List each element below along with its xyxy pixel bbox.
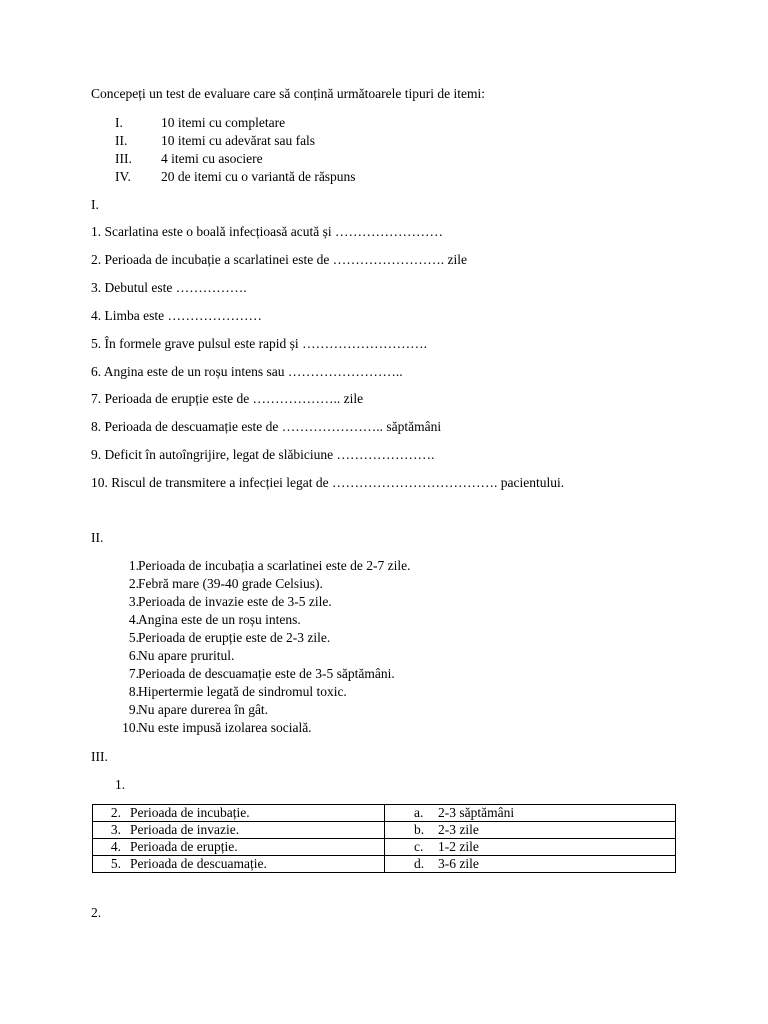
intro-text: Concepeți un test de evaluare care să conțină următoarele tipuri de itemi: (91, 86, 485, 101)
item-number: 1. (128, 558, 139, 573)
list-item (115, 683, 615, 701)
list-item: 8. Perioada de descuamație este de ………………….. săptămâni (91, 419, 442, 434)
list-item (115, 168, 515, 186)
item-number: III. (115, 151, 132, 166)
list-item (115, 593, 615, 611)
item-text: Angina este de un roșu intens. (138, 612, 301, 627)
item-text: 10 itemi cu adevărat sau fals (161, 133, 316, 148)
table-cell: 5. Perioada de descuamație. (93, 856, 385, 873)
list-item: 6. Angina este de un roșu intens sau …………………….. (91, 364, 403, 379)
table-cell: b. 2-3 zile (385, 822, 676, 839)
section-heading-2: II. (91, 530, 104, 545)
list-item: 10. Riscul de transmitere a infecției legat de ………………………………. pacientului. (91, 475, 565, 490)
requirements-list (115, 114, 515, 186)
section-heading-3: III. (91, 749, 108, 764)
item-number: I. (115, 115, 123, 130)
true-false-list (115, 557, 615, 737)
item-text: Nu este impusă izolarea socială. (138, 720, 312, 735)
item-number: 10. (122, 720, 139, 735)
list-item (115, 114, 515, 132)
list-item: 5. În formele grave pulsul este rapid și ………………………. (91, 336, 427, 351)
table-cell: a. 2-3 săptămâni (385, 805, 676, 822)
table-cell: 2. Perioada de incubație. (93, 805, 385, 822)
item-text: Nu apare pruritul. (138, 648, 235, 663)
list-item (115, 665, 615, 683)
table-cell: c. 1-2 zile (385, 839, 676, 856)
association-table (92, 804, 676, 873)
item-number: 4. (128, 612, 139, 627)
item-number: II. (115, 133, 128, 148)
table-row (93, 805, 676, 822)
list-item (115, 611, 615, 629)
item-text: Perioada de invazie este de 3-5 zile. (138, 594, 332, 609)
list-item (115, 701, 615, 719)
list-item: 9. Deficit în autoîngrijire, legat de slăbiciune …………………. (91, 447, 435, 462)
list-item (115, 150, 515, 168)
sub-item-number: 1. (115, 777, 126, 792)
list-item: 2. Perioada de incubație a scarlatinei este de ……………………. zile (91, 252, 468, 267)
item-number: IV. (115, 169, 131, 184)
list-item (115, 647, 615, 665)
item-number: 2. (128, 576, 139, 591)
item-text: 20 de itemi cu o variantă de răspuns (161, 169, 356, 184)
sub-item-number: 2. (91, 905, 102, 920)
item-number: 9. (128, 702, 139, 717)
list-item: 4. Limba este ………………… (91, 308, 262, 323)
table-cell: 4. Perioada de erupție. (93, 839, 385, 856)
item-text: Perioada de incubația a scarlatinei este de 2-7 zile. (138, 558, 411, 573)
list-item (115, 132, 515, 150)
list-item: 7. Perioada de erupție este de ……………….. zile (91, 391, 364, 406)
item-text: Perioada de erupție este de 2-3 zile. (138, 630, 331, 645)
list-item (115, 629, 615, 647)
table-cell: 3. Perioada de invazie. (93, 822, 385, 839)
list-item (115, 575, 615, 593)
item-number: 8. (128, 684, 139, 699)
item-text: Febră mare (39-40 grade Celsius). (138, 576, 323, 591)
table-cell: d. 3-6 zile (385, 856, 676, 873)
table-row (93, 822, 676, 839)
item-text: Perioada de descuamație este de 3-5 săptămâni. (138, 666, 395, 681)
item-number: 6. (128, 648, 139, 663)
table-row (93, 856, 676, 873)
item-text: 4 itemi cu asociere (161, 151, 263, 166)
item-number: 7. (128, 666, 139, 681)
item-number: 3. (128, 594, 139, 609)
item-number: 5. (128, 630, 139, 645)
list-item (115, 719, 615, 737)
item-text: 10 itemi cu completare (161, 115, 286, 130)
list-item: 1. Scarlatina este o boală infecțioasă acută și …………………… (91, 224, 444, 239)
item-text: Hipertermie legată de sindromul toxic. (138, 684, 347, 699)
item-text: Nu apare durerea în gât. (138, 702, 269, 717)
list-item: 3. Debutul este ……………. (91, 280, 247, 295)
list-item (115, 557, 615, 575)
section-heading-1: I. (91, 197, 99, 212)
table-row (93, 839, 676, 856)
